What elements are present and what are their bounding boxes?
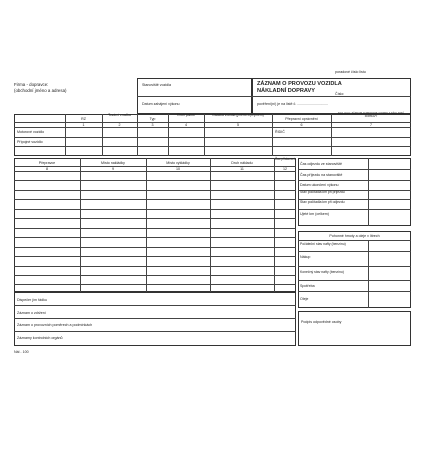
crew-row-trailer: Přípojné vozidlo [17,140,43,144]
form-code: Nál - 100 [14,350,29,354]
total-km-label: Ujeté km (celkem) [300,212,329,216]
fuel-initial-label: Počáteční stav nafty (benzínu) [300,242,346,246]
crew-num-4: 4 [185,123,187,127]
crew-header-note: Mají účast: ZÁZNAM O PROVOZU VOZIDLA NÁKLADNÍ DOPRAVY [338,112,404,118]
operating-conditions-label: Záznam o provozních poměrech a podmínkách [17,323,93,327]
crew-num-7: 7 [370,123,372,127]
record-number-label: Číslo: [335,92,345,96]
record-subtitle: NÁKLADNÍ DOPRAVY [257,88,316,94]
company-sublabel: (obchodní jméno a adresa) [14,88,67,93]
odometer-departure-label: Stav počítadla km při odjezdu [300,200,345,204]
record-title: ZÁZNAM O PROVOZU VOZIDLA [257,81,342,87]
trip-num-12: 12 [283,167,287,171]
arrival-time-label: Čas příjezdu na stanoviště [300,173,343,177]
authorization-label: pověření(ní) je na listě č. ............................... [257,102,329,106]
inspection-records-label: Záznamy kontrolních orgánů [17,336,63,340]
crew-num-5: 5 [237,123,239,127]
crew-num-1: 1 [82,123,85,127]
delay-record-label: Záznam o zdržení [17,311,46,315]
trip-table [14,158,296,292]
trip-header-cargo: Druh nákladu [231,161,253,165]
departure-time-label: Čas odjezdu ze stanoviště [300,162,342,166]
crew-header-type: Typ [149,117,156,121]
trip-header-time: Čas přistavení [274,157,296,161]
crew-row-motor-vehicle: Motorové vozidlo [17,130,45,134]
company-label: Firma - dopravce: [14,82,49,87]
crew-num-2: 2 [118,123,121,127]
sheet-number-note: poradové číslo listu [335,70,366,74]
crew-header-rz: RZ [81,117,86,121]
crew-header-crew: Osádka vozidla (jméno a příjmení) [212,113,264,117]
vehicle-plate-label: Stanoviště vozidla [142,83,171,87]
crew-header-make: Tovární značka [108,113,131,117]
trip-header-unloading: Místo vykládky [166,161,190,165]
fuel-heading: Pohonné hmoty a oleje v litrech [329,234,380,238]
odometer-arrival-label: Stav počítadla km při příjezdu [300,190,345,194]
trip-header-loading: Místo nakládky [101,161,125,165]
crew-header-permit: Přepravní oprávnění [285,117,318,121]
dispatcher-label: Dispečer jím řádku [17,298,47,302]
end-date-label: Datum ukončení výkonu [300,183,339,187]
start-date-label: Datum zahájení výkonu [142,102,180,106]
crew-header-fuel: Druh paliva [177,113,195,117]
signature-label: Podpis odpovědné osoby [301,320,342,324]
oil-label: Oleje [300,297,309,301]
crew-num-3: 3 [151,123,154,127]
fuel-consumption-label: Spotřeba [300,284,315,288]
crew-row-driver-label: ŘIDIČ [275,130,285,134]
trip-num-9: 9 [112,167,114,171]
trip-num-8: 8 [46,167,48,171]
trip-num-11: 11 [240,167,244,171]
crew-num-6: 6 [300,123,303,127]
fuel-purchase-label: Nákup [300,255,311,259]
trip-header-carrier: Přepravce [38,161,56,165]
fuel-final-label: Konečný stav nafty (benzínu) [300,270,344,274]
signature-box [298,311,411,346]
trip-num-10: 10 [176,167,180,171]
